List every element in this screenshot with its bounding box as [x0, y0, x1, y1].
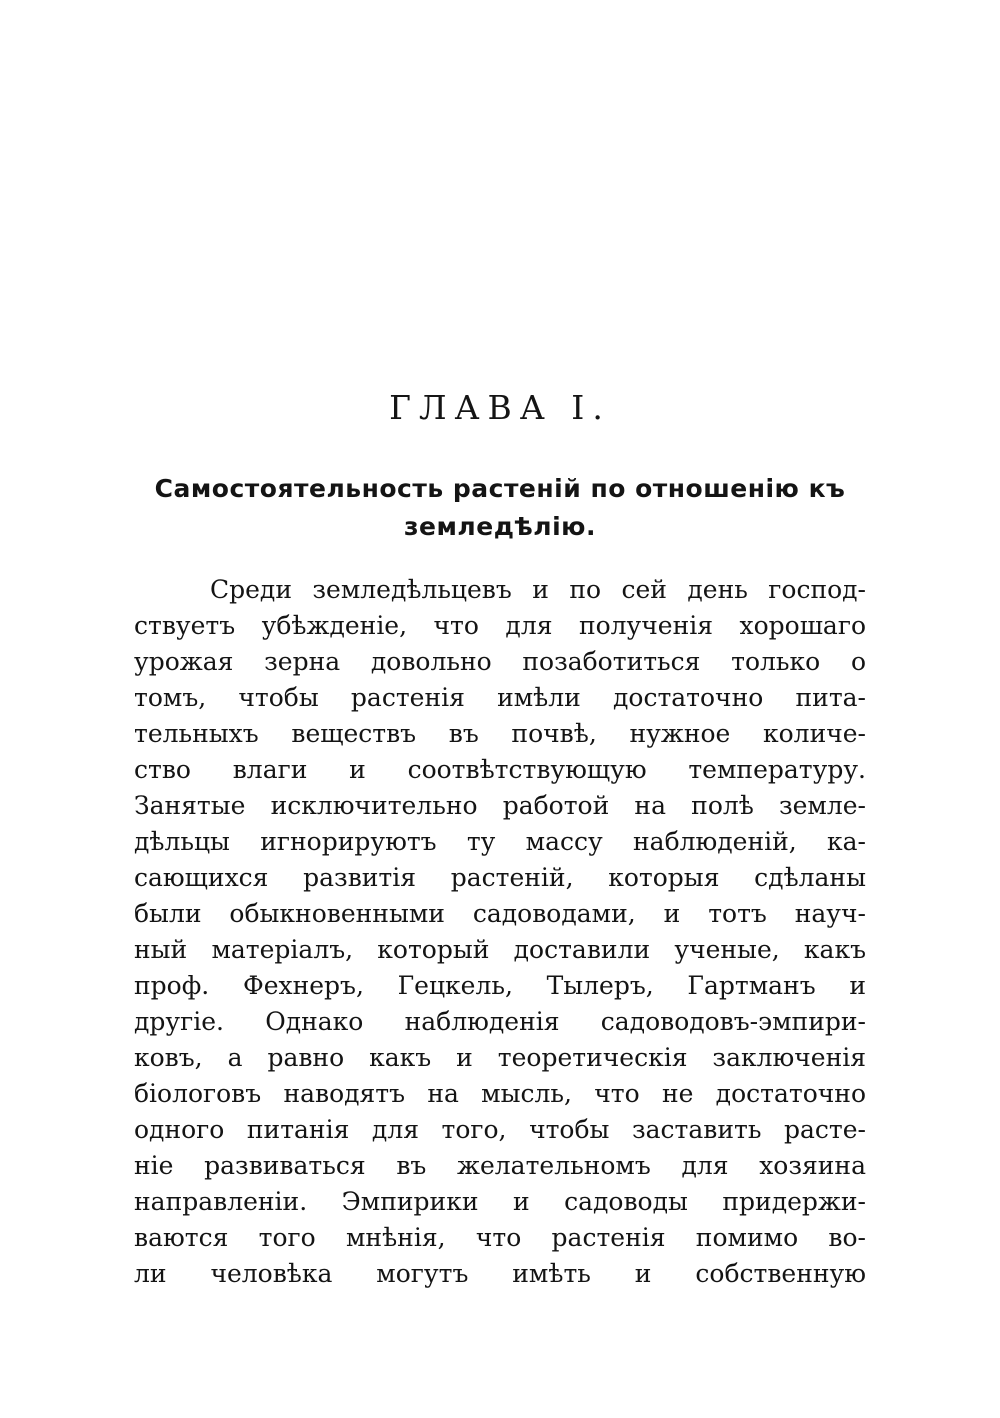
- text-line: урожая зерна довольно позаботиться только о: [134, 647, 866, 676]
- text-line: тельныхъ веществъ въ почвѣ, нужное количе-: [134, 719, 866, 748]
- chapter-title: ГЛАВА I.: [389, 388, 611, 427]
- text-line: ство влаги и соотвѣтствующую температуру.: [134, 755, 866, 784]
- text-line: ніе развиваться въ желательномъ для хозяина: [134, 1151, 866, 1180]
- text-line: томъ, чтобы растенія имѣли достаточно пита-: [134, 683, 866, 712]
- text-line: направленіи. Эмпирики и садоводы придержи-: [134, 1187, 866, 1216]
- text-line: ваются того мнѣнія, что растенія помимо во-: [134, 1223, 866, 1252]
- text-line: одного питанія для того, чтобы заставить расте-: [134, 1115, 866, 1144]
- text-line: Среди земледѣльцевъ и по сей день господ-: [210, 575, 866, 604]
- text-line: другіе. Однако наблюденія садоводовъ-эмпири-: [134, 1007, 866, 1036]
- text-line: ли человѣка могутъ имѣть и собственную: [134, 1259, 866, 1288]
- text-line: сающихся развитія растеній, которыя сдѣланы: [134, 863, 866, 892]
- text-line: біологовъ наводятъ на мысль, что не достаточно: [134, 1079, 866, 1108]
- text-line: проф. Фехнеръ, Гецкель, Тылеръ, Гартманъ и: [134, 971, 866, 1000]
- text-line: Занятые исключительно работой на полѣ земле-: [134, 791, 866, 820]
- body-paragraph: [134, 572, 866, 1292]
- chapter-subtitle: Самостоятельность растеній по отношенію къ земледѣлію.: [154, 474, 846, 541]
- text-line: дѣльцы игнорируютъ ту массу наблюденій, ка-: [134, 827, 866, 856]
- text-line: ствуетъ убѣжденіе, что для полученія хорошаго: [134, 611, 866, 640]
- text-line: ный матеріалъ, который доставили ученые, какъ: [134, 935, 866, 964]
- text-line: были обыкновенными садоводами, и тотъ науч-: [134, 899, 866, 928]
- text-line: ковъ, а равно какъ и теоретическія заключенія: [134, 1043, 866, 1072]
